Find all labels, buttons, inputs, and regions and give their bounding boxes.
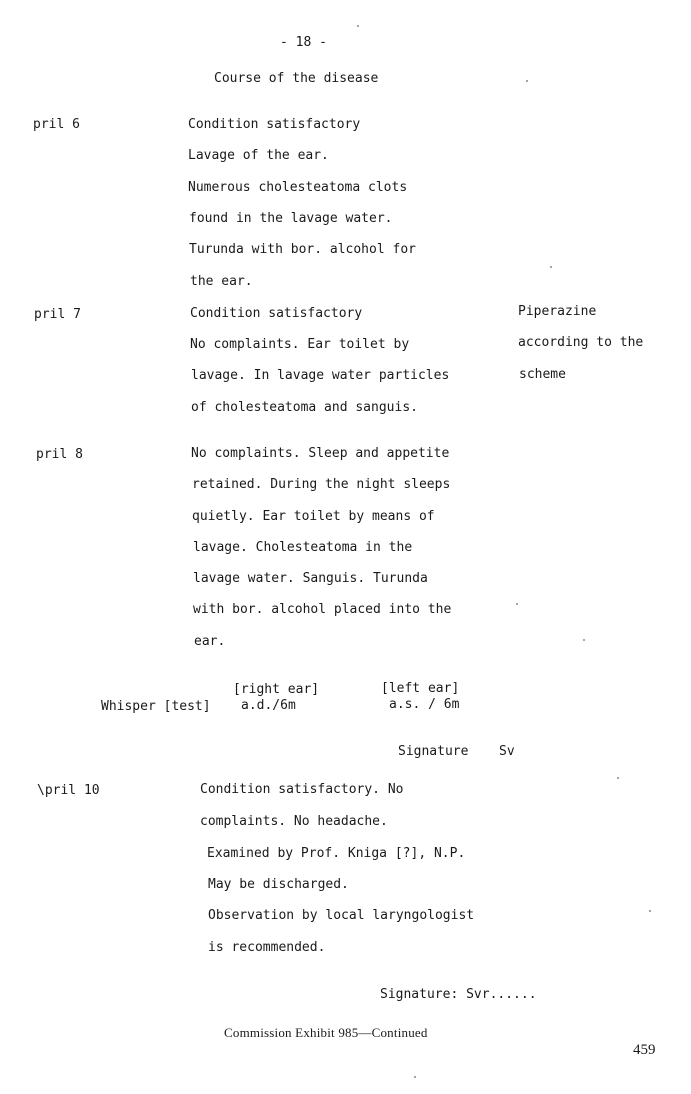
signature-name: Sv xyxy=(499,744,515,759)
entry-line: Turunda with bor. alcohol for xyxy=(189,242,416,257)
entry-line: of cholesteatoma and sanguis. xyxy=(191,400,418,415)
entry-date-april-10: \pril 10 xyxy=(37,783,100,798)
entry-line: lavage. Cholesteatoma in the xyxy=(193,540,413,555)
side-note: according to the xyxy=(518,335,644,350)
side-note: Piperazine xyxy=(518,304,597,319)
entry-line: Condition satisfactory. No xyxy=(200,782,404,797)
scan-speck xyxy=(550,266,552,268)
page-number-header: - 18 - xyxy=(280,35,327,50)
whisper-left-header: [left ear] xyxy=(381,681,460,696)
whisper-label: Whisper [test] xyxy=(101,699,211,714)
entry-line: quietly. Ear toilet by means of xyxy=(192,509,435,524)
page-number-footer: 459 xyxy=(633,1042,656,1058)
scan-speck xyxy=(617,777,619,779)
scan-speck xyxy=(357,25,359,27)
entry-line: lavage water. Sanguis. Turunda xyxy=(193,571,428,586)
entry-line: retained. During the night sleeps xyxy=(192,477,451,492)
whisper-right-value: a.d./6m xyxy=(241,698,296,713)
entry-line: lavage. In lavage water particles xyxy=(191,368,450,383)
entry-date-april-6: pril 6 xyxy=(33,117,80,132)
scan-speck xyxy=(526,80,528,82)
entry-line: Numerous cholesteatoma clots xyxy=(188,180,408,195)
entry-line: Observation by local laryngologist xyxy=(208,908,475,923)
exhibit-caption: Commission Exhibit 985—Continued xyxy=(224,1025,428,1040)
entry-line: No complaints. Sleep and appetite xyxy=(191,446,450,461)
entry-line: Lavage of the ear. xyxy=(188,148,329,163)
entry-line: the ear. xyxy=(190,274,253,289)
entry-date-april-7: pril 7 xyxy=(34,307,81,322)
entry-line: with bor. alcohol placed into the xyxy=(193,602,452,617)
entry-line: found in the lavage water. xyxy=(189,211,393,226)
entry-line: ear. xyxy=(194,634,226,649)
entry-line: May be discharged. xyxy=(208,877,349,892)
whisper-right-header: [right ear] xyxy=(233,682,320,697)
signature-label: Signature xyxy=(398,744,469,759)
scan-speck xyxy=(583,639,585,641)
entry-line: Condition satisfactory xyxy=(190,306,363,321)
entry-date-april-8: pril 8 xyxy=(36,447,83,462)
scan-speck xyxy=(516,603,518,605)
side-note: scheme xyxy=(519,367,566,382)
entry-line: is recommended. xyxy=(208,940,326,955)
scan-speck xyxy=(649,910,651,912)
entry-line: complaints. No headache. xyxy=(200,814,388,829)
scan-speck xyxy=(414,1076,416,1078)
entry-line: Condition satisfactory xyxy=(188,117,361,132)
entry-line: Examined by Prof. Kniga [?], N.P. xyxy=(207,846,466,861)
whisper-left-value: a.s. / 6m xyxy=(389,697,460,712)
page-title: Course of the disease xyxy=(214,71,379,86)
entry-line: No complaints. Ear toilet by xyxy=(190,337,410,352)
signature-final: Signature: Svr...... xyxy=(380,987,537,1002)
